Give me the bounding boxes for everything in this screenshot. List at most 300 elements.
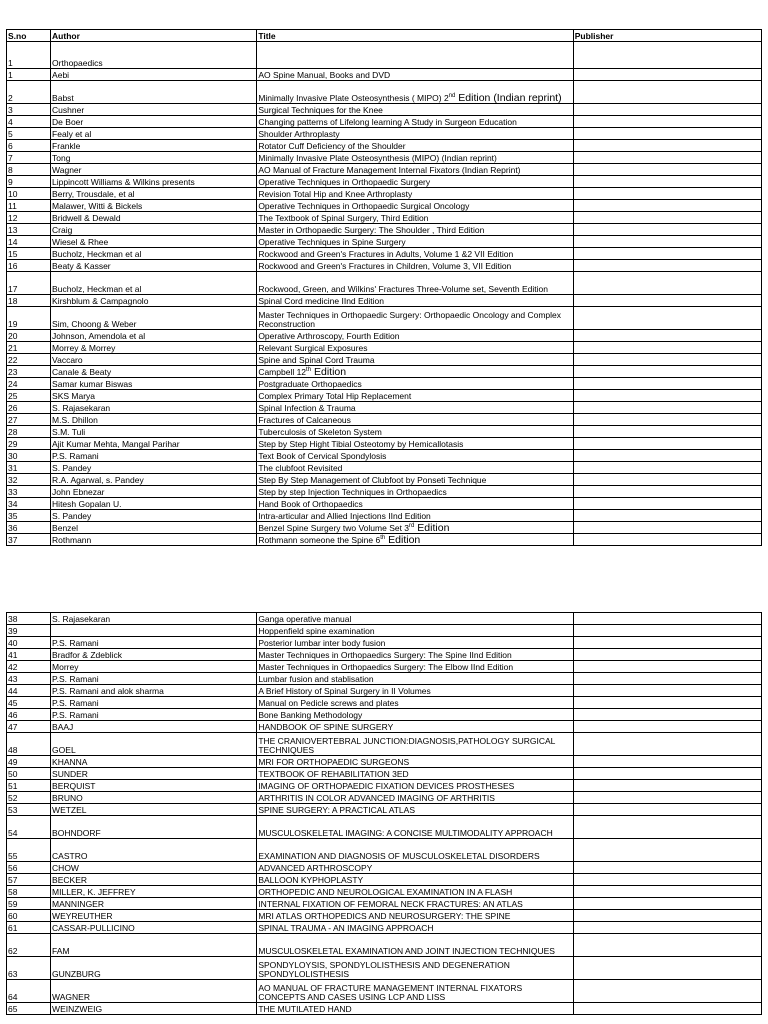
author-cell: Bucholz, Heckman et al: [51, 248, 257, 260]
title-cell: ARTHRITIS IN COLOR ADVANCED IMAGING OF ARTHRITIS: [257, 792, 573, 804]
table-row: [7, 816, 762, 839]
author-cell: CHOW: [51, 862, 257, 874]
publisher-cell: [573, 613, 761, 625]
publisher-cell: [573, 780, 761, 792]
title-edition-text: Edition: [311, 366, 347, 378]
sno-cell: 27: [7, 414, 51, 426]
publisher-cell: [573, 649, 761, 661]
table-row: [7, 330, 762, 342]
table-row: [7, 733, 762, 756]
title-cell: ADVANCED ARTHROSCOPY: [257, 862, 573, 874]
title-cell: INTERNAL FIXATION OF FEMORAL NECK FRACTURES: AN ATLAS: [257, 898, 573, 910]
sno-cell: 3: [7, 104, 51, 116]
title-cell: Revision Total Hip and Knee Arthroplasty: [257, 188, 573, 200]
table-row: [7, 721, 762, 733]
sno-cell: 28: [7, 426, 51, 438]
table-row: [7, 224, 762, 236]
table-row: [7, 236, 762, 248]
sno-cell: 40: [7, 637, 51, 649]
author-cell: WAGNER: [51, 980, 257, 1003]
author-cell: Frankle: [51, 140, 257, 152]
sno-cell: 29: [7, 438, 51, 450]
title-cell: IMAGING OF ORTHOPAEDIC FIXATION DEVICES PROSTHESES: [257, 780, 573, 792]
author-cell: Fealy et al: [51, 128, 257, 140]
publisher-cell: [573, 957, 761, 980]
table-row: [7, 613, 762, 625]
table-row: [7, 637, 762, 649]
author-cell: De Boer: [51, 116, 257, 128]
header-sno: S.no: [7, 30, 51, 42]
title-cell: Fractures of Calcaneous: [257, 414, 573, 426]
title-cell: Operative Techniques in Orthopaedic Surgical Oncology: [257, 200, 573, 212]
author-cell: P.S. Ramani: [51, 697, 257, 709]
table-row: [7, 307, 762, 330]
sno-cell: 43: [7, 673, 51, 685]
author-cell: S. Pandey: [51, 462, 257, 474]
table-row: [7, 212, 762, 224]
table-row: [7, 140, 762, 152]
sno-cell: 46: [7, 709, 51, 721]
sno-cell: 6: [7, 140, 51, 152]
sno-cell: 32: [7, 474, 51, 486]
table-row: [7, 780, 762, 792]
publisher-cell: [573, 438, 761, 450]
publisher-cell: [573, 886, 761, 898]
publisher-cell: [573, 768, 761, 780]
author-cell: KHANNA: [51, 756, 257, 768]
table-row: [7, 366, 762, 378]
publisher-cell: [573, 295, 761, 307]
sno-cell: 39: [7, 625, 51, 637]
author-cell: John Ebnezar: [51, 486, 257, 498]
title-cell: SPINE SURGERY: A PRACTICAL ATLAS: [257, 804, 573, 816]
title-cell: MUSCULOSKELETAL IMAGING: A CONCISE MULTIMODALITY APPROACH: [257, 816, 573, 839]
author-cell: GOEL: [51, 733, 257, 756]
sno-cell: 52: [7, 792, 51, 804]
title-cell: Manual on Pedicle screws and plates: [257, 697, 573, 709]
author-cell: Canale & Beaty: [51, 366, 257, 378]
author-cell: CASTRO: [51, 839, 257, 862]
title-cell: AO Spine Manual, Books and DVD: [257, 69, 573, 81]
sno-cell: 33: [7, 486, 51, 498]
publisher-cell: [573, 534, 761, 546]
header-publisher: Publisher: [573, 30, 761, 42]
table-row: [7, 709, 762, 721]
edition-superscript: nd: [448, 93, 456, 99]
author-cell: S. Pandey: [51, 510, 257, 522]
author-cell: Hitesh Gopalan U.: [51, 498, 257, 510]
title-cell: Minimally Invasive Plate Osteosynthesis (MIPO) (Indian reprint): [257, 152, 573, 164]
publisher-cell: [573, 426, 761, 438]
publisher-cell: [573, 212, 761, 224]
title-cell: SPONDYLOYSIS, SPONDYLOLISTHESIS AND DEGENERATION SPONDYLOLISTHESIS: [257, 957, 573, 980]
table-row: [7, 342, 762, 354]
title-cell: ORTHOPEDIC AND NEUROLOGICAL EXAMINATION IN A FLASH: [257, 886, 573, 898]
author-cell: P.S. Ramani: [51, 637, 257, 649]
author-cell: WETZEL: [51, 804, 257, 816]
publisher-cell: [573, 673, 761, 685]
publisher-cell: [573, 116, 761, 128]
publisher-cell: [573, 792, 761, 804]
author-cell: Vaccaro: [51, 354, 257, 366]
publisher-cell: [573, 474, 761, 486]
table-row: [7, 756, 762, 768]
sno-cell: 35: [7, 510, 51, 522]
title-cell: Operative Arthroscopy, Fourth Edition: [257, 330, 573, 342]
author-cell: Bridwell & Dewald: [51, 212, 257, 224]
sno-cell: 49: [7, 756, 51, 768]
edition-superscript: th: [306, 367, 312, 373]
author-cell: Kirshblum & Campagnolo: [51, 295, 257, 307]
publisher-cell: [573, 721, 761, 733]
sno-cell: 48: [7, 733, 51, 756]
author-cell: Wagner: [51, 164, 257, 176]
sno-cell: 63: [7, 957, 51, 980]
title-cell: Step by Step Hight Tibial Osteotomy by Hemicallotasis: [257, 438, 573, 450]
sno-cell: 12: [7, 212, 51, 224]
section-name: Orthopaedics: [51, 42, 257, 69]
publisher-cell: [573, 200, 761, 212]
table-row: [7, 450, 762, 462]
title-cell: HANDBOOK OF SPINE SURGERY: [257, 721, 573, 733]
title-cell: Master in Orthopaedic Surgery: The Shoulder , Third Edition: [257, 224, 573, 236]
author-cell: Samar kumar Biswas: [51, 378, 257, 390]
table-row: [7, 910, 762, 922]
author-cell: Malawer, Witti & Bickels: [51, 200, 257, 212]
publisher-cell: [573, 378, 761, 390]
sno-cell: 53: [7, 804, 51, 816]
table-row: [7, 152, 762, 164]
publisher-cell: [573, 862, 761, 874]
title-cell: EXAMINATION AND DIAGNOSIS OF MUSCULOSKELETAL DISORDERS: [257, 839, 573, 862]
sno-cell: 26: [7, 402, 51, 414]
title-cell: Rotator Cuff Deficiency of the Shoulder: [257, 140, 573, 152]
author-cell: BOHNDORF: [51, 816, 257, 839]
title-cell: Text Book of Cervical Spondylosis: [257, 450, 573, 462]
table-row: [7, 414, 762, 426]
title-cell: Posterior lumbar inter body fusion: [257, 637, 573, 649]
publisher-cell: [573, 140, 761, 152]
title-text: Campbell 12: [258, 367, 307, 377]
sno-cell: 9: [7, 176, 51, 188]
author-cell: BAAJ: [51, 721, 257, 733]
sno-cell: 11: [7, 200, 51, 212]
title-cell: Bone Banking Methodology: [257, 709, 573, 721]
sno-cell: 31: [7, 462, 51, 474]
title-cell: Operative Techniques in Orthopaedic Surgery: [257, 176, 573, 188]
author-cell: Morrey: [51, 661, 257, 673]
author-cell: Lippincott Williams & Wilkins presents: [51, 176, 257, 188]
title-edition-text: Edition: [385, 534, 421, 546]
publisher-cell: [573, 804, 761, 816]
author-cell: MILLER, K. JEFFREY: [51, 886, 257, 898]
sno-cell: 62: [7, 934, 51, 957]
publisher-cell: [573, 874, 761, 886]
title-cell: SPINAL TRAUMA - AN IMAGING APPROACH: [257, 922, 573, 934]
title-cell: MRI ATLAS ORTHOPEDICS AND NEUROSURGERY: THE SPINE: [257, 910, 573, 922]
publisher-cell: [573, 164, 761, 176]
title-cell: BALLOON KYPHOPLASTY: [257, 874, 573, 886]
author-cell: [51, 625, 257, 637]
table-row: [7, 426, 762, 438]
table-row: [7, 164, 762, 176]
publisher-cell: [573, 307, 761, 330]
publisher-cell: [573, 450, 761, 462]
table-row: [7, 354, 762, 366]
publisher-cell: [573, 816, 761, 839]
header-author: Author: [51, 30, 257, 42]
sno-cell: 25: [7, 390, 51, 402]
title-cell: Master Techniques in Orthopaedic Surgery: Orthopaedic Oncology and Complex Reconstruction: [257, 307, 573, 330]
table-row: [7, 898, 762, 910]
author-cell: Bucholz, Heckman et al: [51, 272, 257, 295]
publisher-cell: [573, 922, 761, 934]
author-cell: R.A. Agarwal, s. Pandey: [51, 474, 257, 486]
author-cell: Cushner: [51, 104, 257, 116]
header-row: [7, 30, 762, 42]
publisher-cell: [573, 128, 761, 140]
section-row: [7, 42, 762, 69]
author-cell: SKS Marya: [51, 390, 257, 402]
table-row: [7, 69, 762, 81]
title-cell: Spinal Infection & Trauma: [257, 402, 573, 414]
publisher-cell: [573, 839, 761, 862]
title-cell: Changing patterns of Lifelong learning A Study in Surgeon Education: [257, 116, 573, 128]
publisher-cell: [573, 104, 761, 116]
author-cell: Berry, Trousdale, et al: [51, 188, 257, 200]
author-cell: P.S. Ramani and alok sharma: [51, 685, 257, 697]
title-cell: Rockwood and Green's Fractures in Children, Volume 3, VII Edition: [257, 260, 573, 272]
title-cell: Step By Step Management of Clubfoot by Ponseti Technique: [257, 474, 573, 486]
publisher-cell: [573, 625, 761, 637]
sno-cell: 16: [7, 260, 51, 272]
author-cell: Bradfor & Zdeblick: [51, 649, 257, 661]
sno-cell: 8: [7, 164, 51, 176]
author-cell: Morrey & Morrey: [51, 342, 257, 354]
table-row: [7, 462, 762, 474]
table-row: [7, 486, 762, 498]
publisher-cell: [573, 236, 761, 248]
table-row: [7, 1003, 762, 1015]
title-cell: THE CRANIOVERTEBRAL JUNCTION:DIAGNOSIS,PATHOLOGY SURGICAL TECHNIQUES: [257, 733, 573, 756]
author-cell: P.S. Ramani: [51, 709, 257, 721]
publisher-cell: [573, 685, 761, 697]
title-edition-text: Edition (Indian reprint): [455, 92, 562, 104]
sno-cell: 47: [7, 721, 51, 733]
title-text: Minimally Invasive Plate Osteosynthesis ( MIPO) 2: [258, 93, 449, 103]
publisher-cell: [573, 498, 761, 510]
publisher-cell: [573, 1003, 761, 1015]
title-cell: AO Manual of Fracture Management Internal Fixators (Indian Reprint): [257, 164, 573, 176]
title-cell: Rockwood, Green, and Wilkins' Fractures Three-Volume set, Seventh Edition: [257, 272, 573, 295]
table-row: [7, 697, 762, 709]
author-cell: BERQUIST: [51, 780, 257, 792]
publisher-cell: [573, 354, 761, 366]
table-row: [7, 685, 762, 697]
table-row: [7, 957, 762, 980]
title-cell: Relevant Surgical Exposures: [257, 342, 573, 354]
title-text: Benzel Spine Surgery two Volume Set 3: [258, 523, 410, 533]
sno-cell: 56: [7, 862, 51, 874]
table-row: [7, 661, 762, 673]
title-cell: [257, 366, 573, 378]
title-cell: [257, 534, 573, 546]
sno-cell: 42: [7, 661, 51, 673]
table-row: [7, 390, 762, 402]
title-cell: THE MUTILATED HAND: [257, 1003, 573, 1015]
table-row: [7, 522, 762, 534]
table-row: [7, 874, 762, 886]
publisher-cell: [573, 910, 761, 922]
edition-superscript: rd: [409, 523, 415, 529]
table-row: [7, 81, 762, 104]
publisher-cell: [573, 756, 761, 768]
author-cell: Beaty & Kasser: [51, 260, 257, 272]
publisher-cell: [573, 152, 761, 164]
sno-cell: 17: [7, 272, 51, 295]
publisher-cell: [573, 81, 761, 104]
author-cell: Sim, Choong & Weber: [51, 307, 257, 330]
table-row: [7, 768, 762, 780]
publisher-cell: [573, 248, 761, 260]
table-row: [7, 886, 762, 898]
sno-cell: 45: [7, 697, 51, 709]
publisher-cell: [573, 390, 761, 402]
sno-cell: 64: [7, 980, 51, 1003]
sno-cell: 38: [7, 613, 51, 625]
author-cell: Wiesel & Rhee: [51, 236, 257, 248]
publisher-cell: [573, 342, 761, 354]
title-cell: A Brief History of Spinal Surgery in II Volumes: [257, 685, 573, 697]
table-row: [7, 378, 762, 390]
title-cell: The clubfoot Revisited: [257, 462, 573, 474]
table-row: [7, 922, 762, 934]
author-cell: BRUNO: [51, 792, 257, 804]
sno-cell: 44: [7, 685, 51, 697]
publisher-cell: [573, 176, 761, 188]
author-cell: Benzel: [51, 522, 257, 534]
sno-cell: 61: [7, 922, 51, 934]
publisher-cell: [573, 414, 761, 426]
title-cell: Complex Primary Total Hip Replacement: [257, 390, 573, 402]
title-cell: Spine and Spinal Cord Trauma: [257, 354, 573, 366]
table-row: [7, 200, 762, 212]
table-row: [7, 272, 762, 295]
table-row: [7, 649, 762, 661]
author-cell: Tong: [51, 152, 257, 164]
sno-cell: 51: [7, 780, 51, 792]
sno-cell: 1: [7, 69, 51, 81]
title-cell: [257, 81, 573, 104]
table-row: [7, 402, 762, 414]
title-cell: Tuberculosis of Skeleton System: [257, 426, 573, 438]
title-edition-text: Edition: [414, 522, 450, 534]
author-cell: Craig: [51, 224, 257, 236]
sno-cell: 7: [7, 152, 51, 164]
author-cell: S. Rajasekaran: [51, 402, 257, 414]
title-cell: Spinal Cord medicine IInd Edition: [257, 295, 573, 307]
sno-cell: 19: [7, 307, 51, 330]
sno-cell: 65: [7, 1003, 51, 1015]
title-cell: Hand Book of Orthopaedics: [257, 498, 573, 510]
publisher-cell: [573, 661, 761, 673]
publisher-cell: [573, 709, 761, 721]
sno-cell: 57: [7, 874, 51, 886]
publisher-cell: [573, 366, 761, 378]
title-cell: Postgraduate Orthopaedics: [257, 378, 573, 390]
publisher-cell: [573, 486, 761, 498]
author-cell: Babst: [51, 81, 257, 104]
author-cell: P.S. Ramani: [51, 673, 257, 685]
table-row: [7, 839, 762, 862]
title-cell: Master Techniques in Orthopaedics Surgery: The Spine IInd Edition: [257, 649, 573, 661]
title-text: Rothmann someone the Spine 6: [258, 535, 381, 545]
section-number: 1: [7, 42, 51, 69]
sno-cell: 14: [7, 236, 51, 248]
title-cell: MUSCULOSKELETAL EXAMINATION AND JOINT INJECTION TECHNIQUES: [257, 934, 573, 957]
publisher-cell: [573, 934, 761, 957]
table-row: [7, 176, 762, 188]
table-row: [7, 625, 762, 637]
table-row: [7, 792, 762, 804]
author-cell: M.S. Dhillon: [51, 414, 257, 426]
title-cell: MRI FOR ORTHOPAEDIC SURGEONS: [257, 756, 573, 768]
sno-cell: 54: [7, 816, 51, 839]
sno-cell: 21: [7, 342, 51, 354]
sno-cell: 58: [7, 886, 51, 898]
author-cell: P.S. Ramani: [51, 450, 257, 462]
sno-cell: 59: [7, 898, 51, 910]
author-cell: Ajit Kumar Mehta, Mangal Parihar: [51, 438, 257, 450]
book-list-table-1: [6, 29, 762, 546]
author-cell: S.M. Tuli: [51, 426, 257, 438]
title-cell: Intra-articular and Allied Injections IInd Edition: [257, 510, 573, 522]
table-row: [7, 116, 762, 128]
sno-cell: 10: [7, 188, 51, 200]
sno-cell: 5: [7, 128, 51, 140]
publisher-cell: [573, 637, 761, 649]
title-cell: [257, 522, 573, 534]
title-cell: Step by step Injection Techniques in Orthopaedics: [257, 486, 573, 498]
title-cell: TEXTBOOK OF REHABILITATION 3ED: [257, 768, 573, 780]
publisher-cell: [573, 224, 761, 236]
author-cell: CASSAR-PULLICINO: [51, 922, 257, 934]
sno-cell: 36: [7, 522, 51, 534]
publisher-cell: [573, 733, 761, 756]
book-list-table-2: [6, 612, 762, 1015]
title-cell: Operative Techniques in Spine Surgery: [257, 236, 573, 248]
sno-cell: 24: [7, 378, 51, 390]
publisher-cell: [573, 522, 761, 534]
publisher-cell: [573, 272, 761, 295]
table-row: [7, 438, 762, 450]
table-row: [7, 474, 762, 486]
edition-superscript: th: [380, 535, 386, 541]
publisher-cell: [573, 697, 761, 709]
table-row: [7, 510, 762, 522]
table-row: [7, 862, 762, 874]
publisher-cell: [573, 402, 761, 414]
author-cell: Rothmann: [51, 534, 257, 546]
table-row: [7, 248, 762, 260]
author-cell: MANNINGER: [51, 898, 257, 910]
sno-cell: 34: [7, 498, 51, 510]
publisher-cell: [573, 510, 761, 522]
sno-cell: 30: [7, 450, 51, 462]
table-row: [7, 804, 762, 816]
sno-cell: 37: [7, 534, 51, 546]
table-row: [7, 260, 762, 272]
